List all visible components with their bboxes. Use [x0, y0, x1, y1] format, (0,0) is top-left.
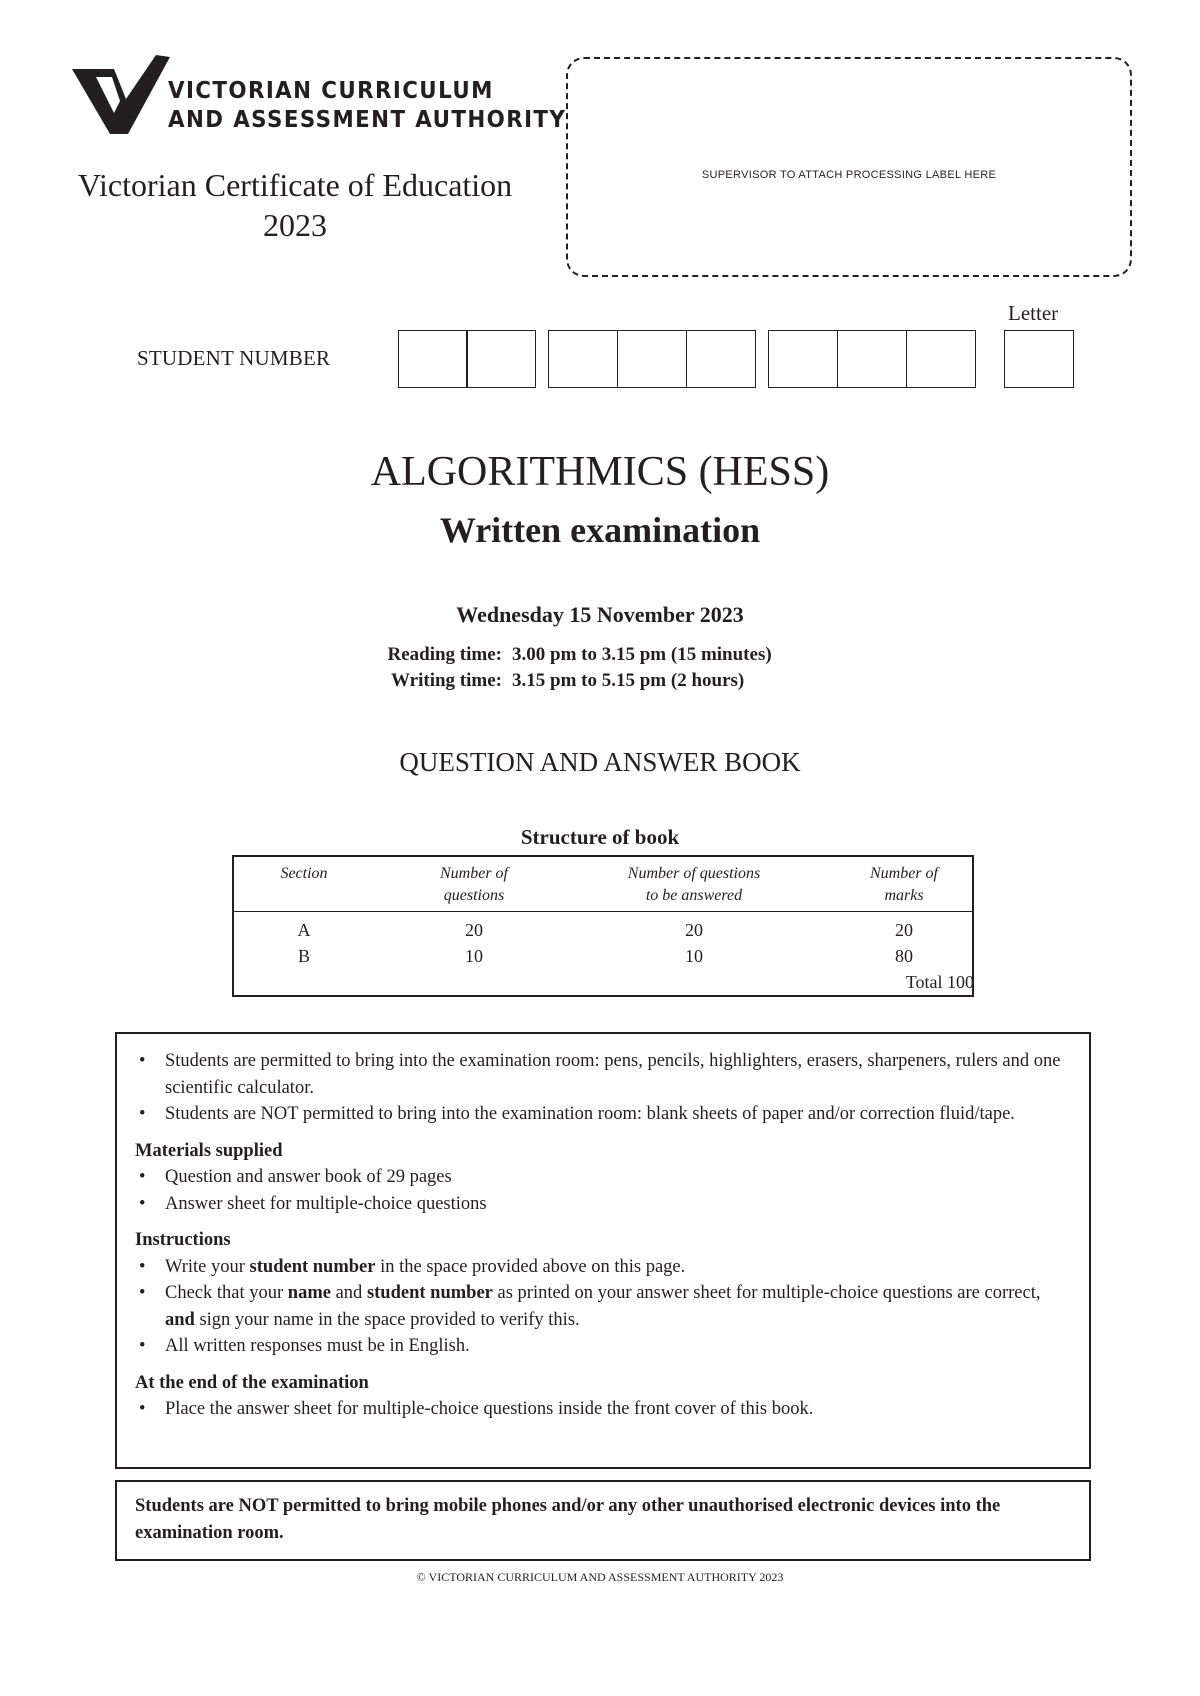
- student-number-digit-box[interactable]: [466, 330, 536, 388]
- certificate-year: 2023: [263, 207, 327, 243]
- student-number-letter-box[interactable]: [1004, 330, 1074, 388]
- instruction-text: Write your: [165, 1256, 250, 1277]
- student-number-digit-box[interactable]: [837, 330, 907, 388]
- instruction-emphasis: student number: [366, 1283, 493, 1303]
- structure-table-header: [234, 857, 972, 912]
- permitted-items: • Students are permitted to bring into the examination room: pens, pencils, highlighters, erasers, sharpeners, rulers and one scientific calculator.: [135, 1048, 1071, 1101]
- letter-label: Letter: [1008, 301, 1059, 325]
- header-answered-line-1: Number of questions: [627, 865, 761, 882]
- reading-time-row: [372, 642, 772, 668]
- writing-time-label: Writing time:: [391, 670, 502, 691]
- copyright-notice: © VICTORIAN CURRICULUM AND ASSESSMENT AUTHORITY 2023: [416, 1570, 784, 1584]
- processing-label-text: SUPERVISOR TO ATTACH PROCESSING LABEL HERE: [701, 169, 997, 181]
- student-number-digit-box[interactable]: [768, 330, 838, 388]
- instruction-text: sign your name in the space provided to verify this.: [194, 1309, 580, 1330]
- instruction-text: as printed on your answer sheet for multiple-choice questions are correct,: [492, 1283, 1041, 1303]
- student-number-digit-box[interactable]: [548, 330, 618, 388]
- end-of-exam-item: • Place the answer sheet for multiple-choice questions inside the front cover of this book.: [135, 1396, 1071, 1423]
- processing-label-box: [566, 57, 1132, 277]
- header-questions-line-1: Number of: [440, 865, 508, 882]
- header-section-line-1: Section: [280, 865, 328, 882]
- instruction-emphasis: name: [287, 1283, 331, 1303]
- mobile-phone-warning: Students are NOT permitted to bring mobile phones and/or any other unauthorised electronic devices into the examination room.: [115, 1480, 1091, 1561]
- materials-heading: Materials supplied: [135, 1140, 283, 1161]
- instruction-emphasis: and: [165, 1309, 195, 1330]
- writing-time-row: [372, 668, 772, 694]
- structure-table: [232, 855, 974, 997]
- instructions-heading: Instructions: [135, 1230, 231, 1250]
- student-number-digit-box[interactable]: [906, 330, 976, 388]
- table-cell-questions: 10: [465, 946, 483, 966]
- materials-item: • Answer sheet for multiple-choice questions: [135, 1191, 1071, 1218]
- instruction-text: Check that your: [165, 1283, 288, 1303]
- header-number-of-questions: [384, 863, 564, 907]
- header-questions-to-answer: [579, 863, 809, 907]
- exam-date: Wednesday 15 November 2023: [456, 602, 744, 627]
- writing-time-value: 3.15 pm to 5.15 pm (2 hours): [512, 670, 745, 691]
- reading-time-label: Reading time:: [387, 644, 502, 665]
- table-cell-answered: 20: [685, 920, 703, 940]
- student-number-digit-box[interactable]: [686, 330, 756, 388]
- student-number-label: STUDENT NUMBER: [137, 346, 331, 370]
- student-number-digit-box[interactable]: [398, 330, 468, 388]
- logo-line-2: AND ASSESSMENT AUTHORITY: [168, 107, 567, 133]
- not-permitted-items: • Students are NOT permitted to bring into the examination room: blank sheets of paper and/or correction fluid/tape.: [135, 1101, 1071, 1128]
- structure-caption: Structure of book: [520, 825, 680, 849]
- exam-subtitle: Written examination: [439, 510, 761, 550]
- vcaa-logo-mark: [70, 55, 170, 135]
- vcaa-logo-text: [168, 77, 566, 135]
- header-marks-line-2: marks: [884, 887, 924, 904]
- table-cell-answered: 10: [685, 946, 703, 966]
- table-cell-marks: 20: [895, 920, 913, 940]
- exam-title: ALGORITHMICS (HESS): [370, 449, 830, 495]
- end-of-exam-heading: At the end of the examination: [135, 1372, 369, 1393]
- instruction-item-1: [135, 1254, 1071, 1281]
- instruction-emphasis: student number: [249, 1256, 376, 1277]
- materials-item: • Question and answer book of 29 pages: [135, 1164, 1071, 1191]
- book-title: QUESTION AND ANSWER BOOK: [399, 747, 801, 777]
- header-section: [234, 863, 374, 885]
- reading-time-value: 3.00 pm to 3.15 pm (15 minutes): [512, 644, 772, 665]
- student-number-digit-box[interactable]: [617, 330, 687, 388]
- header-marks-line-1: Number of: [870, 865, 938, 882]
- table-cell-section: A: [297, 920, 311, 940]
- certificate-title-line-1: Victorian Certificate of Education: [77, 167, 513, 203]
- header-answered-line-2: to be answered: [645, 887, 743, 904]
- instruction-item-2: [135, 1280, 1071, 1333]
- instruction-item-3: • All written responses must be in English.: [135, 1333, 1071, 1360]
- vcaa-logo: [70, 55, 567, 145]
- table-cell-section: B: [297, 946, 310, 966]
- exam-times: [372, 642, 772, 694]
- table-total: Total 100: [905, 972, 974, 992]
- header-questions-line-2: questions: [443, 887, 505, 904]
- instructions-box: [115, 1032, 1091, 1469]
- table-cell-marks: 80: [895, 946, 913, 966]
- instruction-text: and: [330, 1283, 367, 1303]
- certificate-title: [55, 165, 535, 245]
- instruction-text: in the space provided above on this page.: [375, 1256, 686, 1277]
- logo-line-1: VICTORIAN CURRICULUM: [168, 78, 494, 104]
- header-number-of-marks: [804, 863, 1004, 907]
- table-cell-questions: 20: [465, 920, 483, 940]
